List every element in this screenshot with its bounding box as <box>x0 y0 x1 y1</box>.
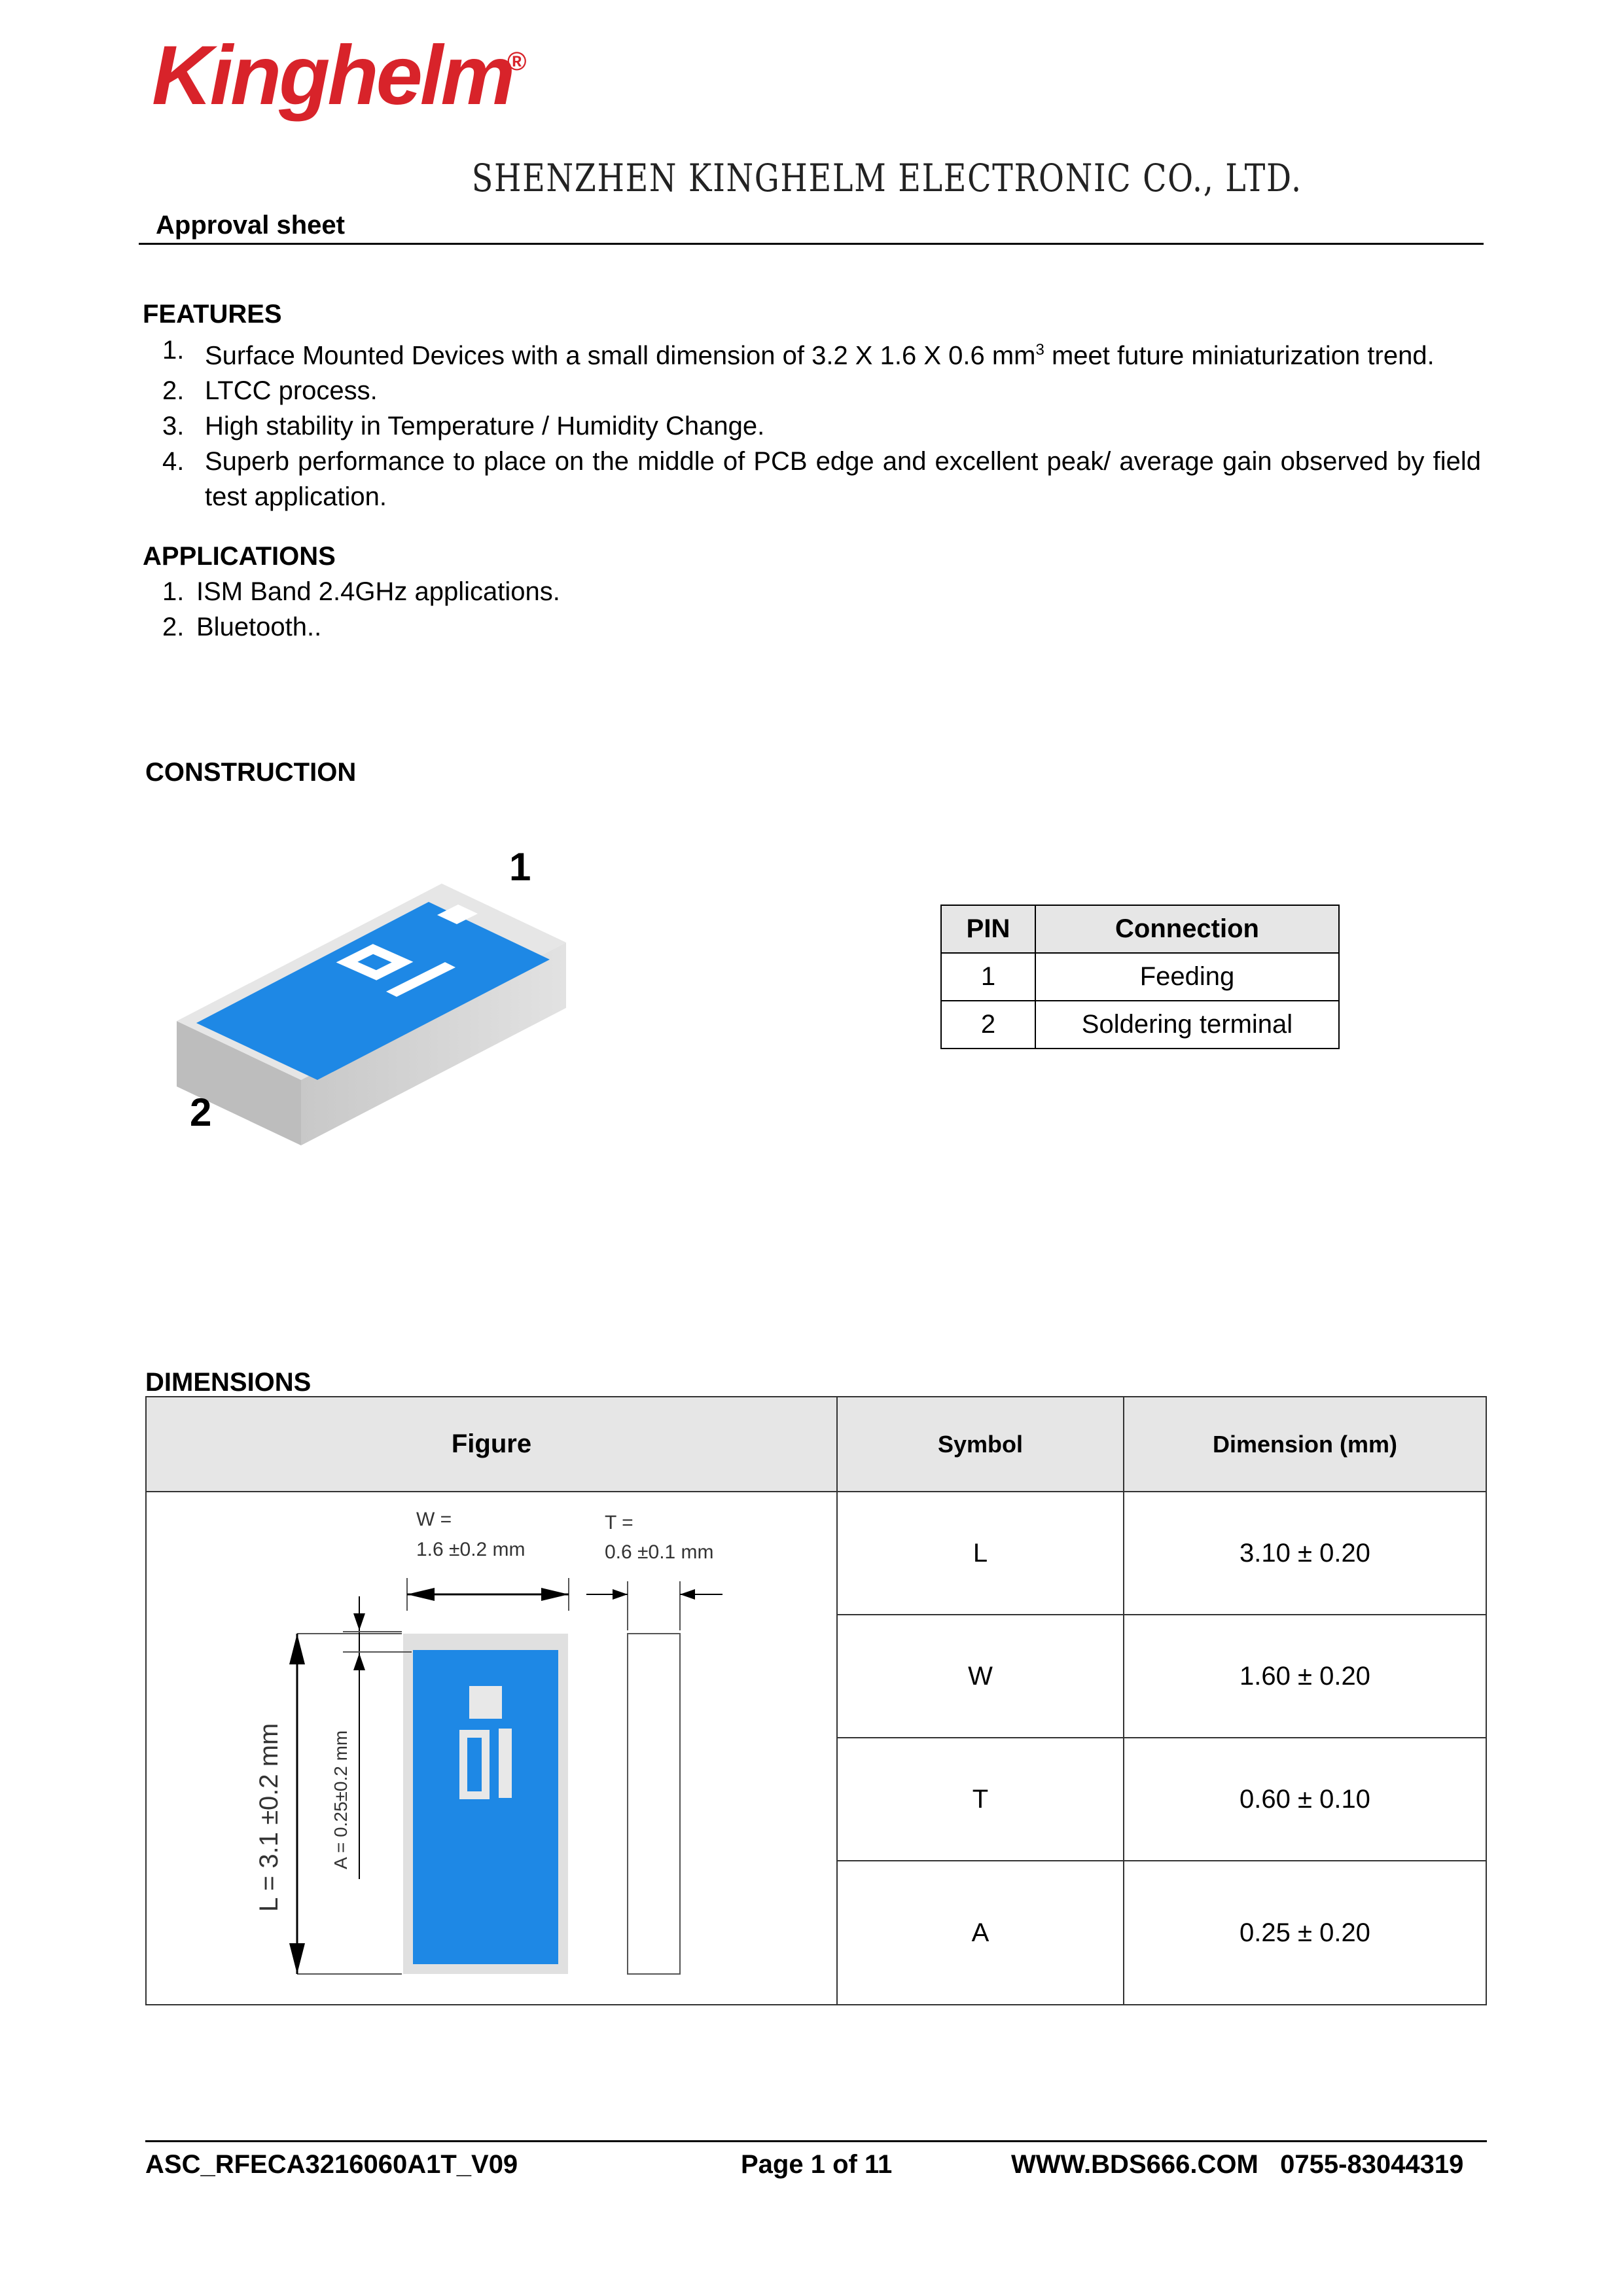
connection-cell: Soldering terminal <box>1035 1001 1339 1049</box>
document-id: ASC_RFECA3216060A1T_V09 <box>145 2150 518 2179</box>
dimension-cell: 0.25 ± 0.20 <box>1124 1861 1486 2005</box>
dimension-cell: 3.10 ± 0.20 <box>1124 1492 1486 1615</box>
application-text: ISM Band 2.4GHz applications. <box>196 577 560 606</box>
symbol-cell: L <box>837 1492 1124 1615</box>
feature-text: Surface Mounted Devices with a small dimension of 3.2 X 1.6 X 0.6 mm <box>205 341 1036 370</box>
superscript: 3 <box>1035 341 1044 359</box>
table-row <box>941 1001 1339 1049</box>
table-row <box>941 953 1339 1001</box>
footer-rule <box>145 2140 1487 2142</box>
a-label: A = 0.25±0.2 mm <box>330 1730 351 1869</box>
list-item <box>143 609 928 645</box>
feature-text: LTCC process. <box>205 376 378 406</box>
list-number: 2. <box>162 376 185 406</box>
dimensions-title: DIMENSIONS <box>145 1368 312 1397</box>
application-text: Bluetooth.. <box>196 613 322 641</box>
document-type: Approval sheet <box>156 211 345 240</box>
applications-list <box>143 574 928 645</box>
dimension-cell: 1.60 ± 0.20 <box>1124 1615 1486 1738</box>
company-name: SHENZHEN KINGHELM ELECTRONIC CO., LTD. <box>471 156 1302 200</box>
pin-2-label: 2 <box>190 1090 212 1134</box>
features-title: FEATURES <box>143 300 282 329</box>
table-header-row <box>941 905 1339 953</box>
symbol-cell: T <box>837 1738 1124 1861</box>
list-item <box>143 373 1481 408</box>
list-item <box>143 408 1481 444</box>
t-label-line2: 0.6 ±0.1 mm <box>605 1541 714 1563</box>
list-item <box>143 332 1481 373</box>
symbol-cell: W <box>837 1615 1124 1738</box>
dimension-drawing <box>147 1493 834 2003</box>
list-number: 2. <box>162 613 185 641</box>
feature-text-cont: meet future miniaturization trend. <box>1044 341 1435 370</box>
registered-mark: ® <box>507 47 527 76</box>
symbol-column-header: Symbol <box>837 1397 1124 1492</box>
dimension-cell: 0.60 ± 0.10 <box>1124 1738 1486 1861</box>
symbol-cell: A <box>837 1861 1124 2005</box>
t-label-line1: T = <box>605 1512 633 1534</box>
list-number: 4. <box>162 447 185 476</box>
figure-column-header: Figure <box>146 1397 837 1492</box>
list-number: 3. <box>162 412 185 441</box>
feature-text: Superb performance to place on the middle of PCB edge and excellent peak/ average gain observed by field test application. <box>205 447 1481 512</box>
dimensions-table <box>145 1396 1487 2005</box>
feature-text: High stability in Temperature / Humidity Change. <box>205 412 765 441</box>
applications-title: APPLICATIONS <box>143 542 336 571</box>
l-label: L = 3.1 ±0.2 mm <box>255 1723 283 1912</box>
w-label-line2: 1.6 ±0.2 mm <box>416 1539 526 1560</box>
list-item <box>143 574 928 609</box>
features-list <box>143 332 1481 514</box>
dimension-figure-cell <box>146 1492 837 2005</box>
header-rule <box>139 243 1484 245</box>
connection-cell: Feeding <box>1035 953 1339 1001</box>
list-item <box>143 444 1481 514</box>
list-number: 1. <box>162 577 185 606</box>
list-number: 1. <box>162 336 185 365</box>
connection-column-header: Connection <box>1035 905 1339 953</box>
page-number: Page 1 of 11 <box>741 2150 893 2179</box>
pin-column-header: PIN <box>941 905 1035 953</box>
company-logo: Kinghelm <box>152 29 513 122</box>
contact-info: WWW.BDS666.COM 0755-83044319 <box>1011 2150 1464 2179</box>
pin-1-label: 1 <box>509 845 531 889</box>
construction-title: CONSTRUCTION <box>145 758 357 787</box>
pin-cell: 1 <box>941 953 1035 1001</box>
table-header-row <box>146 1397 1486 1492</box>
w-label-line1: W = <box>416 1509 452 1530</box>
dimension-column-header: Dimension (mm) <box>1124 1397 1486 1492</box>
table-row <box>146 1492 1486 1615</box>
pin-cell: 2 <box>941 1001 1035 1049</box>
pin-table <box>940 905 1340 1049</box>
